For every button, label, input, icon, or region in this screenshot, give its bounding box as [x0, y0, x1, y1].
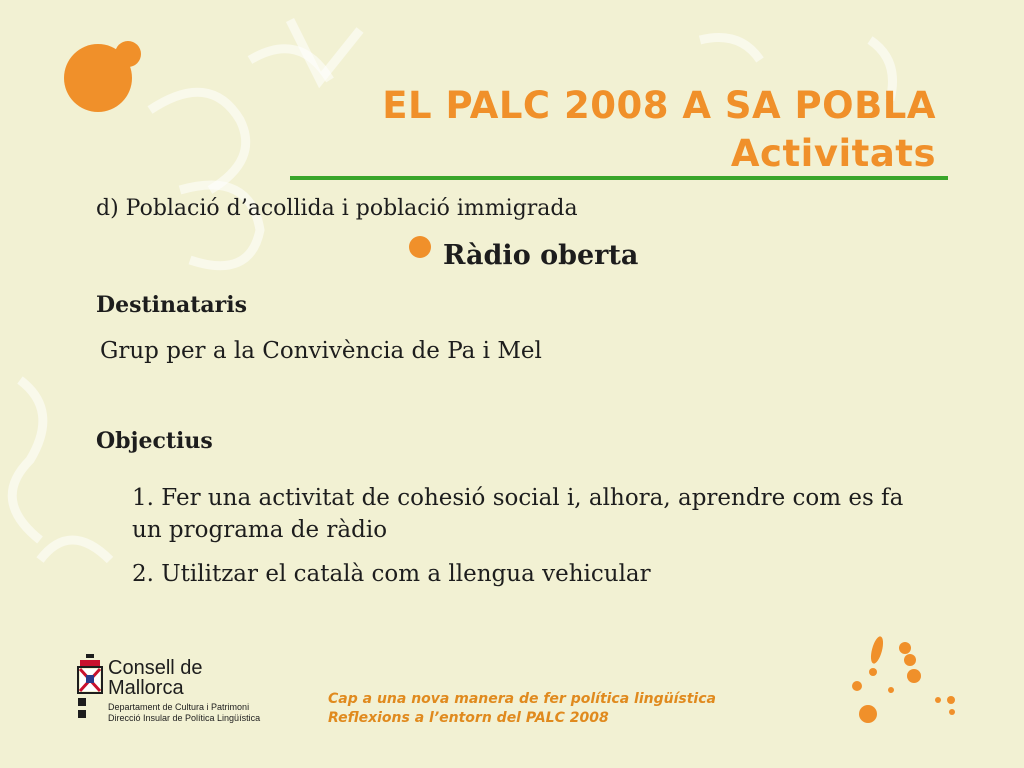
recipients-label: Destinataris: [96, 292, 247, 318]
recipients-text: Grup per a la Convivència de Pa i Mel: [100, 338, 542, 364]
activity-subheading: Ràdio oberta: [443, 240, 639, 271]
orange-dots-decoration: [852, 635, 955, 723]
title-line-2: Activitats: [730, 132, 936, 175]
objective-item: 2. Utilitzar el català com a llengua vehicular: [132, 561, 651, 587]
title-line-1: EL PALC 2008 A SA POBLA: [382, 84, 936, 127]
section-heading: d) Població d’acollida i població immigrada: [96, 196, 578, 221]
bullet-dot-icon: [409, 236, 431, 258]
logo-name-line-1: Consell de: [108, 657, 203, 679]
crest-icon: [76, 654, 104, 718]
logo-department: [108, 702, 260, 724]
footer-line-1: Cap a una nova manera de fer política lingüística: [328, 691, 716, 707]
slide-title: [382, 82, 936, 178]
objectives-list: [132, 482, 932, 602]
logo-name-line-2: Mallorca: [108, 677, 184, 699]
title-divider: [290, 176, 948, 180]
footer-line-2: Reflexions a l’entorn del PALC 2008: [328, 710, 609, 726]
consell-de-mallorca-logo: [76, 654, 276, 730]
logo-dept-line-1: Departament de Cultura i Patrimoni: [108, 702, 250, 712]
footer-tagline: [328, 690, 716, 728]
objective-item: 1. Fer una activitat de cohesió social i, alhora, aprendre com es fa un programa de ràdio: [132, 485, 904, 543]
objectives-label: Objectius: [96, 428, 213, 454]
logo-name: [108, 658, 203, 698]
logo-dept-line-2: Direcció Insular de Política Lingüística: [108, 713, 261, 723]
orange-blob-decoration: [64, 41, 141, 112]
